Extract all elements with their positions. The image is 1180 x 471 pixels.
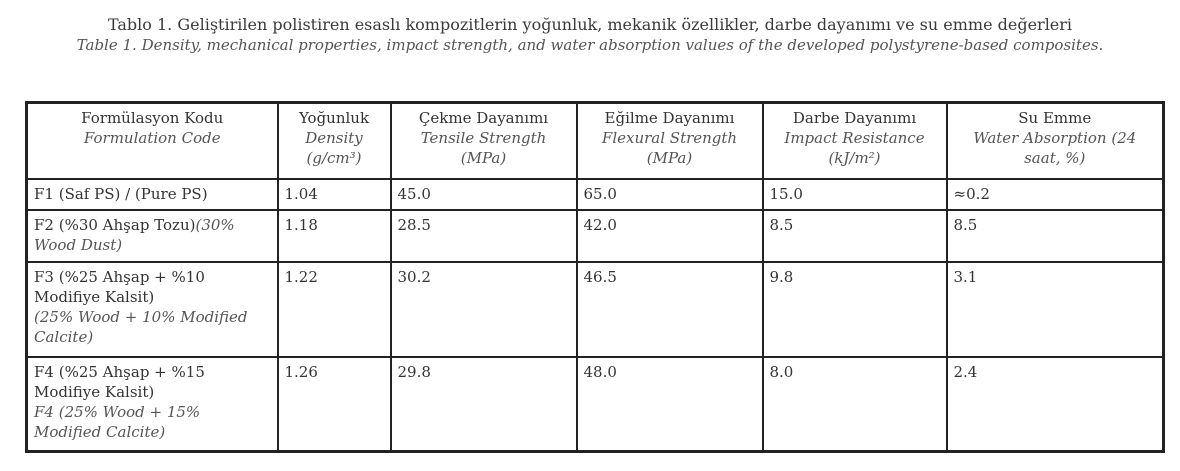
header-density	[278, 103, 391, 179]
flexural-cell: 65.0	[577, 179, 763, 210]
header-tensile-strength	[391, 103, 577, 179]
header-water-absorption	[947, 103, 1164, 179]
table-row	[27, 262, 1164, 357]
tensile-cell: 28.5	[391, 210, 577, 262]
impact-cell: 8.0	[763, 357, 947, 452]
header-impact-resistance	[763, 103, 947, 179]
caption-english: Table 1. Density, mechanical properties, impact strength, and water absorption values of the developed polystyrene-based composites.	[76, 36, 1104, 54]
code-tr: F1 (Saf PS) / (Pure PS)	[34, 184, 208, 203]
impact-cell: 8.5	[763, 210, 947, 262]
header-label-en: Flexural Strength	[601, 129, 738, 147]
formulation-code-cell	[27, 210, 278, 262]
header-label-tr: Yoğunluk	[298, 109, 370, 127]
header-label-en: Tensile Strength	[420, 129, 547, 147]
header-formulation-code	[27, 103, 278, 179]
header-label-tr: Darbe Dayanımı	[792, 109, 917, 127]
water-absorption-cell: 2.4	[947, 357, 1164, 452]
header-label-tr: Eğilme Dayanımı	[604, 109, 735, 127]
table-row	[27, 357, 1164, 452]
formulation-code-cell	[27, 179, 278, 210]
flexural-cell: 42.0	[577, 210, 763, 262]
impact-cell: 9.8	[763, 262, 947, 357]
code-en: F4 (25% Wood + 15% Modified Calcite)	[34, 402, 201, 441]
table-caption	[0, 14, 1180, 55]
code-en: (30% Wood Dust)	[34, 215, 235, 254]
tensile-cell: 30.2	[391, 262, 577, 357]
water-absorption-cell: ≈0.2	[947, 179, 1164, 210]
formulation-code-cell	[27, 262, 278, 357]
code-en: (25% Wood + 10% Modified Calcite)	[34, 307, 248, 346]
header-unit: (kJ/m²)	[828, 149, 881, 167]
flexural-cell: 46.5	[577, 262, 763, 357]
header-flexural-strength	[577, 103, 763, 179]
density-cell: 1.18	[278, 210, 391, 262]
header-unit: (MPa)	[460, 149, 507, 167]
tensile-cell: 45.0	[391, 179, 577, 210]
header-unit: (MPa)	[646, 149, 693, 167]
code-tr: F3 (%25 Ahşap + %10 Modifiye Kalsit)	[34, 267, 205, 306]
tensile-cell: 29.8	[391, 357, 577, 452]
density-cell: 1.22	[278, 262, 391, 357]
table-row	[27, 179, 1164, 210]
code-tr: F4 (%25 Ahşap + %15 Modifiye Kalsit)	[34, 362, 205, 401]
header-label-en: Water Absorption (24 saat, %)	[973, 129, 1137, 167]
header-label-tr: Formülasyon Kodu	[81, 109, 224, 127]
density-cell: 1.26	[278, 357, 391, 452]
header-unit: (g/cm³)	[306, 149, 362, 167]
flexural-cell: 48.0	[577, 357, 763, 452]
impact-cell: 15.0	[763, 179, 947, 210]
header-label-en: Density	[305, 129, 363, 147]
water-absorption-cell: 3.1	[947, 262, 1164, 357]
header-label-en: Formulation Code	[83, 129, 221, 147]
formulation-code-cell	[27, 357, 278, 452]
header-label-tr: Çekme Dayanımı	[418, 109, 549, 127]
header-label-en: Impact Resistance	[784, 129, 925, 147]
composite-properties-table	[25, 101, 1165, 453]
water-absorption-cell: 8.5	[947, 210, 1164, 262]
header-row	[27, 103, 1164, 179]
header-label-tr: Su Emme	[1018, 109, 1092, 127]
density-cell: 1.04	[278, 179, 391, 210]
table-row	[27, 210, 1164, 262]
code-tr: F2 (%30 Ahşap Tozu)	[34, 215, 196, 234]
caption-turkish: Tablo 1. Geliştirilen polistiren esaslı kompozitlerin yoğunluk, mekanik özellikler, darbe dayanımı ve su emme değerleri	[107, 15, 1073, 34]
